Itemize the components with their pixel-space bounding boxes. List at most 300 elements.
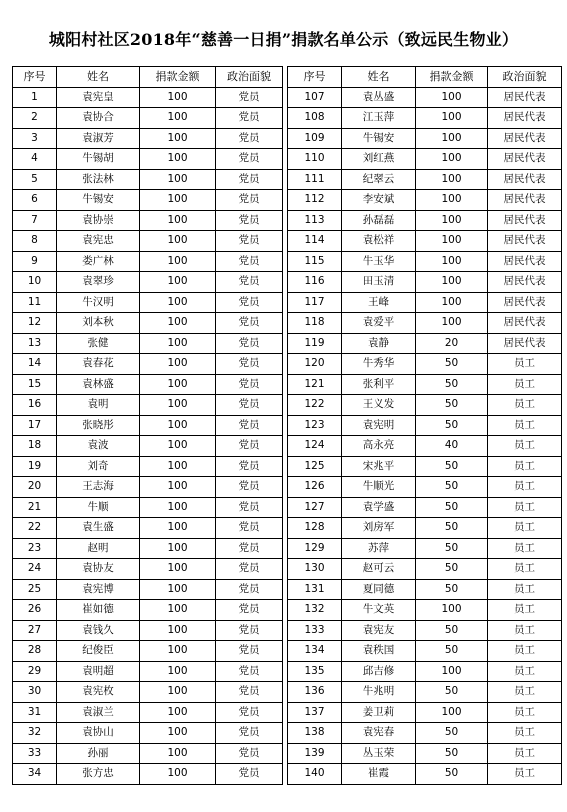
- table-row: [288, 579, 562, 600]
- name-cell: 李安斌: [342, 190, 416, 211]
- amount-cell: 50: [416, 764, 488, 785]
- index-cell: 127: [288, 497, 342, 518]
- amount-cell: 50: [416, 497, 488, 518]
- amount-cell: 50: [416, 620, 488, 641]
- index-cell: 108: [288, 108, 342, 129]
- name-cell: 张法林: [57, 169, 140, 190]
- name-cell: 袁宪博: [57, 579, 140, 600]
- political-status-cell: 党员: [216, 538, 283, 559]
- name-cell: 纪俊臣: [57, 641, 140, 662]
- political-status-cell: 党员: [216, 661, 283, 682]
- amount-cell: 100: [416, 210, 488, 231]
- index-cell: 21: [13, 497, 57, 518]
- table-row: [288, 128, 562, 149]
- table-row: [288, 251, 562, 272]
- political-status-cell: 员工: [488, 497, 562, 518]
- table-row: [13, 436, 283, 457]
- name-cell: 袁翠珍: [57, 272, 140, 293]
- amount-cell: 50: [416, 743, 488, 764]
- political-status-cell: 居民代表: [488, 190, 562, 211]
- index-cell: 20: [13, 477, 57, 498]
- index-cell: 23: [13, 538, 57, 559]
- amount-cell: 100: [416, 251, 488, 272]
- name-cell: 袁宪忠: [57, 231, 140, 252]
- name-cell: 牛兆明: [342, 682, 416, 703]
- political-status-cell: 党员: [216, 395, 283, 416]
- index-cell: 14: [13, 354, 57, 375]
- table-row: [288, 682, 562, 703]
- political-status-cell: 居民代表: [488, 231, 562, 252]
- index-cell: 13: [13, 333, 57, 354]
- amount-cell: 100: [416, 600, 488, 621]
- political-status-cell: 党员: [216, 477, 283, 498]
- index-cell: 2: [13, 108, 57, 129]
- index-cell: 111: [288, 169, 342, 190]
- amount-cell: 100: [416, 108, 488, 129]
- index-cell: 11: [13, 292, 57, 313]
- political-status-cell: 党员: [216, 149, 283, 170]
- index-cell: 115: [288, 251, 342, 272]
- index-cell: 116: [288, 272, 342, 293]
- index-cell: 114: [288, 231, 342, 252]
- political-status-cell: 员工: [488, 682, 562, 703]
- amount-cell: 100: [140, 641, 216, 662]
- table-row: [13, 190, 283, 211]
- political-status-cell: 党员: [216, 354, 283, 375]
- name-cell: 高永亮: [342, 436, 416, 457]
- political-status-cell: 员工: [488, 354, 562, 375]
- index-cell: 6: [13, 190, 57, 211]
- table-row: [288, 87, 562, 108]
- amount-cell: 100: [140, 313, 216, 334]
- index-cell: 136: [288, 682, 342, 703]
- amount-cell: 100: [140, 497, 216, 518]
- amount-cell: 100: [140, 190, 216, 211]
- political-status-cell: 党员: [216, 210, 283, 231]
- political-status-cell: 党员: [216, 600, 283, 621]
- amount-cell: 100: [416, 87, 488, 108]
- amount-cell: 100: [140, 661, 216, 682]
- name-cell: 刘本秋: [57, 313, 140, 334]
- amount-cell: 100: [140, 272, 216, 293]
- table-row: [13, 251, 283, 272]
- political-status-cell: 党员: [216, 169, 283, 190]
- index-cell: 128: [288, 518, 342, 539]
- index-cell: 7: [13, 210, 57, 231]
- name-cell: 袁宪皇: [57, 87, 140, 108]
- name-cell: 王峰: [342, 292, 416, 313]
- index-cell: 129: [288, 538, 342, 559]
- table-row: [13, 641, 283, 662]
- name-cell: 袁爱平: [342, 313, 416, 334]
- table-row: [13, 374, 283, 395]
- name-cell: 江玉萍: [342, 108, 416, 129]
- political-status-cell: 党员: [216, 641, 283, 662]
- political-status-cell: 党员: [216, 190, 283, 211]
- table-row: [13, 518, 283, 539]
- index-cell: 17: [13, 415, 57, 436]
- amount-cell: 50: [416, 641, 488, 662]
- amount-cell: 100: [140, 415, 216, 436]
- amount-cell: 50: [416, 477, 488, 498]
- name-cell: 袁淑兰: [57, 702, 140, 723]
- index-cell: 134: [288, 641, 342, 662]
- table-row: [288, 497, 562, 518]
- table-row: [288, 538, 562, 559]
- index-cell: 124: [288, 436, 342, 457]
- amount-cell: 50: [416, 559, 488, 580]
- table-row: [13, 108, 283, 129]
- amount-cell: 50: [416, 518, 488, 539]
- amount-cell: 100: [416, 702, 488, 723]
- political-status-cell: 居民代表: [488, 333, 562, 354]
- column-header-index: 序号: [13, 67, 57, 88]
- name-cell: 牛汉明: [57, 292, 140, 313]
- name-cell: 袁学盛: [342, 497, 416, 518]
- amount-cell: 100: [140, 682, 216, 703]
- name-cell: 苏萍: [342, 538, 416, 559]
- table-body-right: [288, 87, 562, 784]
- name-cell: 袁明: [57, 395, 140, 416]
- name-cell: 牛玉华: [342, 251, 416, 272]
- name-cell: 袁协友: [57, 559, 140, 580]
- index-cell: 22: [13, 518, 57, 539]
- political-status-cell: 党员: [216, 108, 283, 129]
- table-row: [13, 723, 283, 744]
- donation-table-right: [287, 66, 562, 785]
- amount-cell: 100: [140, 292, 216, 313]
- index-cell: 3: [13, 128, 57, 149]
- index-cell: 8: [13, 231, 57, 252]
- political-status-cell: 居民代表: [488, 251, 562, 272]
- index-cell: 4: [13, 149, 57, 170]
- index-cell: 25: [13, 579, 57, 600]
- table-row: [288, 149, 562, 170]
- political-status-cell: 员工: [488, 395, 562, 416]
- index-cell: 28: [13, 641, 57, 662]
- amount-cell: 20: [416, 333, 488, 354]
- name-cell: 袁松祥: [342, 231, 416, 252]
- amount-cell: 100: [140, 231, 216, 252]
- political-status-cell: 员工: [488, 538, 562, 559]
- name-cell: 牛顺: [57, 497, 140, 518]
- political-status-cell: 员工: [488, 456, 562, 477]
- table-row: [13, 313, 283, 334]
- name-cell: 袁波: [57, 436, 140, 457]
- index-cell: 9: [13, 251, 57, 272]
- index-cell: 130: [288, 559, 342, 580]
- table-row: [288, 620, 562, 641]
- political-status-cell: 员工: [488, 518, 562, 539]
- political-status-cell: 居民代表: [488, 108, 562, 129]
- table-row: [288, 518, 562, 539]
- amount-cell: 100: [416, 169, 488, 190]
- political-status-cell: 党员: [216, 559, 283, 580]
- name-cell: 张健: [57, 333, 140, 354]
- name-cell: 袁明超: [57, 661, 140, 682]
- amount-cell: 50: [416, 538, 488, 559]
- political-status-cell: 员工: [488, 620, 562, 641]
- name-cell: 牛文英: [342, 600, 416, 621]
- political-status-cell: 党员: [216, 313, 283, 334]
- name-cell: 娄广林: [57, 251, 140, 272]
- political-status-cell: 居民代表: [488, 149, 562, 170]
- political-status-cell: 党员: [216, 436, 283, 457]
- amount-cell: 100: [416, 190, 488, 211]
- index-cell: 109: [288, 128, 342, 149]
- political-status-cell: 员工: [488, 743, 562, 764]
- amount-cell: 100: [140, 87, 216, 108]
- name-cell: 袁春花: [57, 354, 140, 375]
- column-header-political-status: 政治面貌: [216, 67, 283, 88]
- table-row: [13, 333, 283, 354]
- amount-cell: 50: [416, 395, 488, 416]
- table-row: [288, 415, 562, 436]
- column-header-amount: 捐款金额: [416, 67, 488, 88]
- name-cell: 张方忠: [57, 764, 140, 785]
- table-row: [288, 190, 562, 211]
- page-title: 城阳村社区2018年“慈善一日捐”捐款名单公示（致远民生物业）: [48, 30, 519, 49]
- amount-cell: 100: [140, 456, 216, 477]
- amount-cell: 100: [140, 620, 216, 641]
- name-cell: 田玉清: [342, 272, 416, 293]
- amount-cell: 50: [416, 415, 488, 436]
- table-header-row: [13, 67, 283, 88]
- name-cell: 牛锡安: [342, 128, 416, 149]
- name-cell: 宋兆平: [342, 456, 416, 477]
- index-cell: 121: [288, 374, 342, 395]
- table-row: [288, 395, 562, 416]
- amount-cell: 100: [140, 108, 216, 129]
- political-status-cell: 党员: [216, 333, 283, 354]
- name-cell: 崔如德: [57, 600, 140, 621]
- name-cell: 张晓彤: [57, 415, 140, 436]
- name-cell: 姜卫莉: [342, 702, 416, 723]
- political-status-cell: 党员: [216, 702, 283, 723]
- political-status-cell: 党员: [216, 743, 283, 764]
- column-header-amount: 捐款金额: [140, 67, 216, 88]
- index-cell: 125: [288, 456, 342, 477]
- amount-cell: 100: [140, 251, 216, 272]
- political-status-cell: 居民代表: [488, 169, 562, 190]
- column-header-name: 姓名: [57, 67, 140, 88]
- amount-cell: 100: [140, 333, 216, 354]
- table-row: [13, 87, 283, 108]
- index-cell: 26: [13, 600, 57, 621]
- name-cell: 袁秩国: [342, 641, 416, 662]
- table-row: [288, 456, 562, 477]
- index-cell: 140: [288, 764, 342, 785]
- amount-cell: 100: [140, 169, 216, 190]
- table-row: [13, 210, 283, 231]
- table-row: [288, 743, 562, 764]
- name-cell: 袁宪枚: [57, 682, 140, 703]
- political-status-cell: 居民代表: [488, 313, 562, 334]
- table-row: [288, 169, 562, 190]
- amount-cell: 100: [140, 538, 216, 559]
- table-row: [13, 497, 283, 518]
- table-row: [13, 559, 283, 580]
- index-cell: 33: [13, 743, 57, 764]
- name-cell: 张利平: [342, 374, 416, 395]
- table-row: [288, 723, 562, 744]
- political-status-cell: 居民代表: [488, 210, 562, 231]
- table-row: [13, 128, 283, 149]
- donation-table-left: [12, 66, 283, 785]
- table-row: [13, 395, 283, 416]
- political-status-cell: 员工: [488, 579, 562, 600]
- name-cell: 袁淑芳: [57, 128, 140, 149]
- table-row: [13, 456, 283, 477]
- table-row: [288, 231, 562, 252]
- amount-cell: 40: [416, 436, 488, 457]
- political-status-cell: 党员: [216, 415, 283, 436]
- index-cell: 24: [13, 559, 57, 580]
- political-status-cell: 党员: [216, 374, 283, 395]
- name-cell: 牛秀华: [342, 354, 416, 375]
- name-cell: 丛玉荣: [342, 743, 416, 764]
- political-status-cell: 党员: [216, 579, 283, 600]
- name-cell: 袁协山: [57, 723, 140, 744]
- amount-cell: 50: [416, 682, 488, 703]
- index-cell: 139: [288, 743, 342, 764]
- table-row: [288, 641, 562, 662]
- amount-cell: 50: [416, 374, 488, 395]
- amount-cell: 100: [416, 149, 488, 170]
- table-row: [13, 169, 283, 190]
- table-row: [13, 415, 283, 436]
- political-status-cell: 员工: [488, 723, 562, 744]
- table-row: [13, 620, 283, 641]
- political-status-cell: 党员: [216, 497, 283, 518]
- name-cell: 袁钱久: [57, 620, 140, 641]
- name-cell: 纪翠云: [342, 169, 416, 190]
- index-cell: 16: [13, 395, 57, 416]
- political-status-cell: 党员: [216, 456, 283, 477]
- political-status-cell: 居民代表: [488, 128, 562, 149]
- political-status-cell: 党员: [216, 87, 283, 108]
- political-status-cell: 员工: [488, 600, 562, 621]
- table-row: [288, 436, 562, 457]
- political-status-cell: 党员: [216, 292, 283, 313]
- index-cell: 19: [13, 456, 57, 477]
- index-cell: 117: [288, 292, 342, 313]
- political-status-cell: 党员: [216, 518, 283, 539]
- name-cell: 袁宪春: [342, 723, 416, 744]
- table-row: [288, 477, 562, 498]
- index-cell: 107: [288, 87, 342, 108]
- name-cell: 夏同德: [342, 579, 416, 600]
- index-cell: 27: [13, 620, 57, 641]
- table-row: [13, 579, 283, 600]
- amount-cell: 50: [416, 723, 488, 744]
- name-cell: 刘奇: [57, 456, 140, 477]
- table-row: [288, 354, 562, 375]
- amount-cell: 100: [140, 149, 216, 170]
- amount-cell: 100: [140, 600, 216, 621]
- table-row: [13, 272, 283, 293]
- column-header-political-status: 政治面貌: [488, 67, 562, 88]
- name-cell: 崔霞: [342, 764, 416, 785]
- table-row: [288, 210, 562, 231]
- name-cell: 袁生盛: [57, 518, 140, 539]
- table-row: [288, 374, 562, 395]
- amount-cell: 100: [140, 559, 216, 580]
- political-status-cell: 党员: [216, 128, 283, 149]
- name-cell: 牛顺光: [342, 477, 416, 498]
- amount-cell: 100: [140, 702, 216, 723]
- table-body-left: [13, 87, 283, 784]
- political-status-cell: 员工: [488, 661, 562, 682]
- name-cell: 赵明: [57, 538, 140, 559]
- index-cell: 118: [288, 313, 342, 334]
- amount-cell: 100: [140, 477, 216, 498]
- name-cell: 刘红燕: [342, 149, 416, 170]
- index-cell: 123: [288, 415, 342, 436]
- political-status-cell: 员工: [488, 477, 562, 498]
- name-cell: 赵可云: [342, 559, 416, 580]
- amount-cell: 50: [416, 579, 488, 600]
- index-cell: 120: [288, 354, 342, 375]
- amount-cell: 100: [140, 518, 216, 539]
- amount-cell: 100: [140, 764, 216, 785]
- index-cell: 10: [13, 272, 57, 293]
- table-row: [288, 764, 562, 785]
- name-cell: 袁协合: [57, 108, 140, 129]
- table-row: [288, 292, 562, 313]
- index-cell: 133: [288, 620, 342, 641]
- index-cell: 5: [13, 169, 57, 190]
- name-cell: 刘房军: [342, 518, 416, 539]
- table-row: [288, 600, 562, 621]
- table-row: [288, 108, 562, 129]
- name-cell: 袁林盛: [57, 374, 140, 395]
- name-cell: 袁丛盛: [342, 87, 416, 108]
- name-cell: 袁协崇: [57, 210, 140, 231]
- political-status-cell: 党员: [216, 620, 283, 641]
- index-cell: 138: [288, 723, 342, 744]
- index-cell: 110: [288, 149, 342, 170]
- political-status-cell: 党员: [216, 272, 283, 293]
- table-row: [13, 702, 283, 723]
- political-status-cell: 党员: [216, 231, 283, 252]
- name-cell: 王志海: [57, 477, 140, 498]
- name-cell: 邱吉修: [342, 661, 416, 682]
- name-cell: 袁宪明: [342, 415, 416, 436]
- table-header-row: [288, 67, 562, 88]
- table-row: [288, 333, 562, 354]
- amount-cell: 100: [140, 395, 216, 416]
- amount-cell: 50: [416, 354, 488, 375]
- name-cell: 牛锡胡: [57, 149, 140, 170]
- political-status-cell: 员工: [488, 415, 562, 436]
- political-status-cell: 员工: [488, 374, 562, 395]
- amount-cell: 100: [416, 128, 488, 149]
- index-cell: 29: [13, 661, 57, 682]
- index-cell: 30: [13, 682, 57, 703]
- amount-cell: 100: [416, 292, 488, 313]
- table-row: [13, 477, 283, 498]
- amount-cell: 100: [140, 374, 216, 395]
- amount-cell: 100: [140, 210, 216, 231]
- index-cell: 126: [288, 477, 342, 498]
- table-row: [288, 272, 562, 293]
- political-status-cell: 员工: [488, 641, 562, 662]
- column-header-name: 姓名: [342, 67, 416, 88]
- index-cell: 131: [288, 579, 342, 600]
- amount-cell: 50: [416, 456, 488, 477]
- name-cell: 孙磊磊: [342, 210, 416, 231]
